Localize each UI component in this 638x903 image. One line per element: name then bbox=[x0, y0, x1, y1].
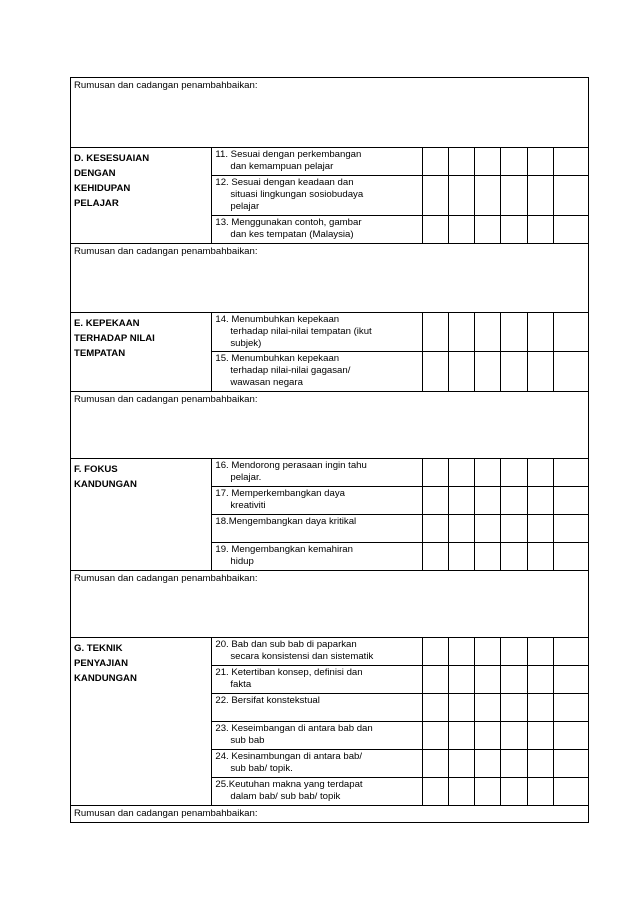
criterion-cell bbox=[212, 638, 422, 666]
criterion-cell bbox=[212, 487, 422, 515]
criterion-text: 16. Mendorong perasaan ingin tahu pelajar. bbox=[215, 460, 367, 483]
rating-box[interactable] bbox=[422, 778, 448, 806]
category-line: TERHADAP NILAI bbox=[74, 333, 155, 344]
criterion-cell bbox=[212, 750, 422, 778]
rating-box[interactable] bbox=[448, 313, 474, 352]
criterion-text: 24. Kesinambungan di antara bab/ sub bab/ topik. bbox=[215, 751, 363, 774]
note-row bbox=[71, 392, 589, 459]
rating-box[interactable] bbox=[527, 216, 553, 244]
criterion-text: 20. Bab dan sub bab di paparkan secara konsistensi dan sistematik bbox=[215, 639, 374, 662]
rating-box[interactable] bbox=[448, 666, 474, 694]
rating-box[interactable] bbox=[422, 352, 448, 392]
rating-box[interactable] bbox=[553, 515, 588, 543]
criterion-cell bbox=[212, 778, 422, 806]
rating-box[interactable] bbox=[448, 148, 474, 176]
rating-box[interactable] bbox=[475, 459, 501, 487]
rating-box[interactable] bbox=[553, 176, 588, 216]
category-line: D. KESESUAIAN bbox=[74, 153, 150, 164]
criterion-text: 11. Sesuai dengan perkembangan dan kemampuan pelajar bbox=[215, 149, 362, 172]
note-label: Rumusan dan cadangan penambahbaikan: bbox=[74, 80, 258, 91]
rating-box[interactable] bbox=[448, 778, 474, 806]
rating-box[interactable] bbox=[475, 313, 501, 352]
rating-box[interactable] bbox=[501, 148, 527, 176]
criterion-cell bbox=[212, 515, 422, 543]
rating-box[interactable] bbox=[422, 216, 448, 244]
rating-box[interactable] bbox=[501, 487, 527, 515]
rating-box[interactable] bbox=[501, 666, 527, 694]
criterion-text: 23. Keseimbangan di antara bab dan sub bab bbox=[215, 723, 373, 746]
rating-box[interactable] bbox=[422, 694, 448, 722]
category-line: KANDUNGAN bbox=[74, 673, 137, 684]
rating-box[interactable] bbox=[448, 459, 474, 487]
rating-box[interactable] bbox=[448, 694, 474, 722]
rating-box[interactable] bbox=[475, 216, 501, 244]
category-line: TEMPATAN bbox=[74, 348, 126, 359]
criterion-cell bbox=[212, 176, 422, 216]
rating-box[interactable] bbox=[475, 487, 501, 515]
rating-box[interactable] bbox=[422, 148, 448, 176]
evaluation-form bbox=[70, 77, 589, 823]
rating-box[interactable] bbox=[475, 750, 501, 778]
rating-box[interactable] bbox=[553, 352, 588, 392]
rating-box[interactable] bbox=[501, 778, 527, 806]
note-label: Rumusan dan cadangan penambahbaikan: bbox=[74, 808, 258, 819]
rating-box[interactable] bbox=[448, 487, 474, 515]
rating-box[interactable] bbox=[422, 313, 448, 352]
criterion-row bbox=[71, 148, 589, 176]
note-row bbox=[71, 571, 589, 638]
rating-box[interactable] bbox=[422, 459, 448, 487]
criterion-text: 22. Bersifat konstekstual bbox=[215, 695, 320, 706]
rating-box[interactable] bbox=[527, 722, 553, 750]
category-line: G. TEKNIK bbox=[74, 643, 123, 654]
rating-box[interactable] bbox=[475, 515, 501, 543]
rating-box[interactable] bbox=[501, 515, 527, 543]
rating-box[interactable] bbox=[553, 487, 588, 515]
rating-box[interactable] bbox=[553, 638, 588, 666]
criterion-text: 17. Memperkembangkan daya kreativiti bbox=[215, 488, 345, 511]
rating-box[interactable] bbox=[553, 459, 588, 487]
rating-box[interactable] bbox=[422, 515, 448, 543]
rating-box[interactable] bbox=[527, 352, 553, 392]
rating-box[interactable] bbox=[527, 543, 553, 571]
rating-box[interactable] bbox=[553, 750, 588, 778]
rating-box[interactable] bbox=[448, 216, 474, 244]
evaluation-table bbox=[70, 77, 589, 823]
rating-box[interactable] bbox=[422, 487, 448, 515]
note-cell[interactable] bbox=[71, 571, 589, 638]
rating-box[interactable] bbox=[422, 666, 448, 694]
category-line: DENGAN bbox=[74, 168, 116, 179]
rating-box[interactable] bbox=[448, 515, 474, 543]
rating-box[interactable] bbox=[475, 694, 501, 722]
criterion-text: 14. Menumbuhkan kepekaan terhadap nilai-nilai tempatan (ikut subjek) bbox=[215, 314, 372, 349]
rating-box[interactable] bbox=[553, 313, 588, 352]
rating-box[interactable] bbox=[527, 778, 553, 806]
rating-box[interactable] bbox=[448, 543, 474, 571]
rating-box[interactable] bbox=[501, 722, 527, 750]
criterion-cell bbox=[212, 722, 422, 750]
category-line: F. FOKUS bbox=[74, 464, 118, 475]
rating-box[interactable] bbox=[527, 638, 553, 666]
category-line: E. KEPEKAAN bbox=[74, 318, 140, 329]
criterion-row bbox=[71, 638, 589, 666]
criterion-text: 13. Menggunakan contoh, gambar dan kes tempatan (Malaysia) bbox=[215, 217, 362, 240]
note-cell[interactable] bbox=[71, 806, 589, 823]
note-label: Rumusan dan cadangan penambahbaikan: bbox=[74, 394, 258, 405]
rating-box[interactable] bbox=[501, 459, 527, 487]
criterion-cell bbox=[212, 694, 422, 722]
criterion-text: 21. Ketertiban konsep, definisi dan fakta bbox=[215, 667, 363, 690]
rating-box[interactable] bbox=[422, 638, 448, 666]
rating-box[interactable] bbox=[422, 722, 448, 750]
rating-box[interactable] bbox=[501, 543, 527, 571]
category-cell bbox=[71, 148, 212, 244]
rating-box[interactable] bbox=[501, 352, 527, 392]
rating-box[interactable] bbox=[553, 722, 588, 750]
criterion-text: 15. Menumbuhkan kepekaan terhadap nilai-nilai gagasan/ wawasan negara bbox=[215, 353, 351, 388]
rating-box[interactable] bbox=[527, 515, 553, 543]
category-cell bbox=[71, 459, 212, 571]
rating-box[interactable] bbox=[448, 352, 474, 392]
rating-box[interactable] bbox=[553, 148, 588, 176]
note-row bbox=[71, 244, 589, 313]
rating-box[interactable] bbox=[527, 750, 553, 778]
rating-box[interactable] bbox=[475, 666, 501, 694]
rating-box[interactable] bbox=[527, 313, 553, 352]
rating-box[interactable] bbox=[422, 176, 448, 216]
criterion-text: 12. Sesuai dengan keadaan dan situasi lingkungan sosiobudaya pelajar bbox=[215, 177, 364, 212]
rating-box[interactable] bbox=[553, 216, 588, 244]
rating-box[interactable] bbox=[527, 148, 553, 176]
rating-box[interactable] bbox=[475, 176, 501, 216]
criterion-cell bbox=[212, 216, 422, 244]
criterion-cell bbox=[212, 313, 422, 352]
note-cell[interactable] bbox=[71, 392, 589, 459]
criterion-cell bbox=[212, 352, 422, 392]
criterion-row bbox=[71, 313, 589, 352]
rating-box[interactable] bbox=[422, 543, 448, 571]
rating-box[interactable] bbox=[422, 750, 448, 778]
criterion-cell bbox=[212, 459, 422, 487]
category-line: KEHIDUPAN bbox=[74, 183, 131, 194]
rating-box[interactable] bbox=[475, 352, 501, 392]
note-row bbox=[71, 78, 589, 148]
note-cell[interactable] bbox=[71, 244, 589, 313]
rating-box[interactable] bbox=[448, 176, 474, 216]
criterion-text: 25.Keutuhan makna yang terdapat dalam bab/ sub bab/ topik bbox=[215, 779, 363, 802]
rating-box[interactable] bbox=[501, 694, 527, 722]
rating-box[interactable] bbox=[553, 694, 588, 722]
rating-box[interactable] bbox=[527, 176, 553, 216]
rating-box[interactable] bbox=[475, 543, 501, 571]
criterion-cell bbox=[212, 148, 422, 176]
rating-box[interactable] bbox=[501, 313, 527, 352]
category-cell bbox=[71, 638, 212, 806]
criterion-cell bbox=[212, 543, 422, 571]
category-line: KANDUNGAN bbox=[74, 479, 137, 490]
rating-box[interactable] bbox=[501, 176, 527, 216]
criterion-text: 18.Mengembangkan daya kritikal bbox=[215, 516, 357, 527]
rating-box[interactable] bbox=[448, 638, 474, 666]
criterion-cell bbox=[212, 666, 422, 694]
note-cell[interactable] bbox=[71, 78, 589, 148]
rating-box[interactable] bbox=[475, 778, 501, 806]
rating-box[interactable] bbox=[527, 666, 553, 694]
rating-box[interactable] bbox=[553, 778, 588, 806]
rating-box[interactable] bbox=[501, 638, 527, 666]
category-line: PELAJAR bbox=[74, 198, 119, 209]
note-label: Rumusan dan cadangan penambahbaikan: bbox=[74, 573, 258, 584]
rating-box[interactable] bbox=[527, 487, 553, 515]
category-line: PENYAJIAN bbox=[74, 658, 129, 669]
note-row bbox=[71, 806, 589, 823]
category-cell bbox=[71, 313, 212, 392]
rating-box[interactable] bbox=[527, 459, 553, 487]
rating-box[interactable] bbox=[501, 216, 527, 244]
rating-box[interactable] bbox=[475, 722, 501, 750]
criterion-row bbox=[71, 459, 589, 487]
rating-box[interactable] bbox=[553, 666, 588, 694]
rating-box[interactable] bbox=[475, 638, 501, 666]
note-label: Rumusan dan cadangan penambahbaikan: bbox=[74, 246, 258, 257]
criterion-text: 19. Mengembangkan kemahiran hidup bbox=[215, 544, 353, 567]
rating-box[interactable] bbox=[448, 722, 474, 750]
rating-box[interactable] bbox=[553, 543, 588, 571]
rating-box[interactable] bbox=[527, 694, 553, 722]
rating-box[interactable] bbox=[448, 750, 474, 778]
rating-box[interactable] bbox=[475, 148, 501, 176]
rating-box[interactable] bbox=[501, 750, 527, 778]
